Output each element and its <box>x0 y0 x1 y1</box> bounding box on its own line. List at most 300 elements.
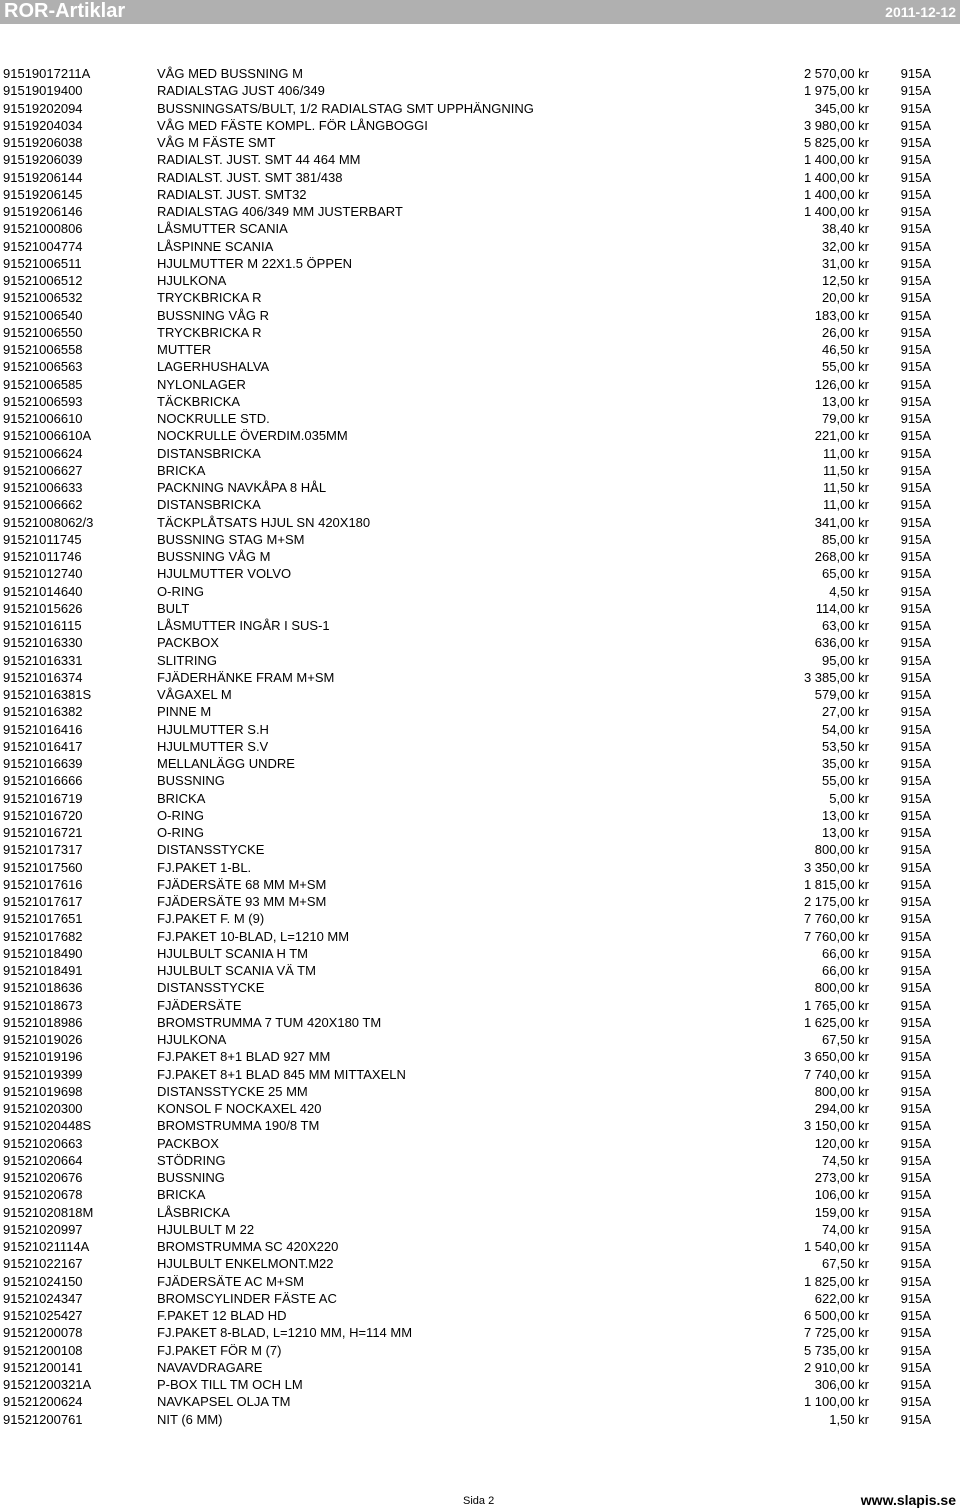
article-group-code: 915A <box>900 876 931 892</box>
article-price: 54,00 kr <box>822 721 869 737</box>
article-description: F.PAKET 12 BLAD HD <box>157 1308 287 1323</box>
article-number: 91521006593 <box>3 393 83 409</box>
article-number: 91519206146 <box>3 204 83 219</box>
article-description: NIT (6 MM) <box>157 1411 223 1427</box>
table-row <box>0 755 960 772</box>
article-price: 1,50 kr <box>829 1411 869 1427</box>
table-row <box>0 1255 960 1272</box>
article-group-code: 915A <box>900 1308 931 1323</box>
article-number: 91521022167 <box>3 1256 83 1272</box>
article-group-code: 915A <box>900 583 931 599</box>
article-group-code: 915A <box>900 807 931 823</box>
article-description: PACKBOX <box>157 635 219 651</box>
article-group-code: 915A <box>900 721 931 737</box>
table-row <box>0 1169 960 1186</box>
article-description: LÅSMUTTER INGÅR I SUS-1 <box>157 618 330 633</box>
article-group-code: 915A <box>900 238 931 254</box>
table-row <box>0 1135 960 1152</box>
article-number: 91521006633 <box>3 480 83 495</box>
article-price: 3 150,00 kr <box>803 1118 869 1134</box>
article-group-code: 915A <box>900 1187 931 1203</box>
article-group-code: 915A <box>900 221 931 237</box>
article-price: 46,50 kr <box>822 342 869 357</box>
article-price: 5,00 kr <box>829 790 869 806</box>
table-row <box>0 1273 960 1290</box>
article-number: 91521016720 <box>3 807 83 823</box>
article-number: 91521016381S <box>3 687 92 702</box>
article-number: 91521006662 <box>3 497 83 513</box>
article-number: 91521024150 <box>3 1273 83 1289</box>
article-number: 91521200108 <box>3 1342 83 1358</box>
table-row <box>0 686 960 703</box>
article-number: 91521006610 <box>3 411 83 426</box>
article-number: 91519206039 <box>3 152 83 168</box>
table-row <box>0 1100 960 1117</box>
article-price: 7 760,00 kr <box>803 911 869 927</box>
article-group-code: 915A <box>900 445 931 461</box>
article-number: 91521019698 <box>3 1083 83 1099</box>
article-price: 6 500,00 kr <box>803 1308 869 1323</box>
table-row <box>0 289 960 306</box>
article-number: 91521016416 <box>3 721 83 737</box>
article-number: 91521011746 <box>3 549 82 564</box>
table-row <box>0 945 960 962</box>
article-price: 268,00 kr <box>814 549 869 564</box>
article-description: TRYCKBRICKA R <box>157 324 262 340</box>
article-number: 91521020676 <box>3 1170 83 1185</box>
table-row <box>0 824 960 841</box>
article-number: 91521018986 <box>3 1014 83 1030</box>
table-row <box>0 186 960 203</box>
table-row <box>0 82 960 99</box>
article-number: 91521016374 <box>3 669 83 685</box>
article-price: 2 910,00 kr <box>803 1359 869 1375</box>
article-number: 91521006558 <box>3 342 83 357</box>
article-number: 91521016666 <box>3 773 83 789</box>
article-price: 67,50 kr <box>822 1256 869 1272</box>
article-price: 11,00 kr <box>822 497 869 513</box>
article-description: LAGERHUSHALVA <box>157 359 270 375</box>
table-row <box>0 565 960 582</box>
article-description: DISTANSBRICKA <box>157 497 261 513</box>
article-description: MELLANLÄGG UNDRE <box>157 756 295 771</box>
article-description: RADIALSTAG JUST 406/349 <box>157 83 325 99</box>
article-number: 91521006624 <box>3 445 83 461</box>
article-group-code: 915A <box>900 480 931 495</box>
article-group-code: 915A <box>900 1049 931 1065</box>
article-number: 91521020448S <box>3 1118 92 1134</box>
article-group-code: 915A <box>900 497 931 513</box>
article-number: 91519206145 <box>3 186 83 202</box>
article-description: BRICKA <box>157 790 206 806</box>
table-row <box>0 669 960 686</box>
article-price: 11,50 kr <box>822 462 869 478</box>
table-row <box>0 393 960 410</box>
article-group-code: 915A <box>900 928 931 944</box>
article-number: 91521200321A <box>3 1377 92 1392</box>
article-group-code: 915A <box>900 1342 931 1358</box>
table-row <box>0 910 960 927</box>
article-group-code: 915A <box>900 307 931 323</box>
article-price: 53,50 kr <box>822 738 869 754</box>
article-number: 91521014640 <box>3 583 83 599</box>
article-group-code: 915A <box>900 790 931 806</box>
table-row <box>0 220 960 237</box>
article-description: DISTANSSTYCKE <box>157 842 265 858</box>
article-group-code: 915A <box>900 462 931 478</box>
table-row <box>0 1066 960 1083</box>
article-group-code: 915A <box>900 100 931 116</box>
article-group-code: 915A <box>900 1290 931 1306</box>
footer-url[interactable]: www.slapis.se <box>860 1492 956 1508</box>
article-group-code: 915A <box>900 600 931 616</box>
article-description: NAVKAPSEL OLJA TM <box>157 1394 291 1410</box>
article-price: 126,00 kr <box>814 376 869 392</box>
article-number: 91521008062/3 <box>3 514 94 530</box>
article-price: 26,00 kr <box>822 324 869 340</box>
article-price: 95,00 kr <box>822 652 869 668</box>
article-group-code: 915A <box>900 1135 931 1151</box>
article-number: 91521019399 <box>3 1066 83 1082</box>
article-number: 91521016115 <box>3 618 82 633</box>
article-description: O-RING <box>157 583 204 599</box>
article-description: NYLONLAGER <box>157 376 246 392</box>
article-description: PACKBOX <box>157 1135 219 1151</box>
table-row <box>0 1117 960 1134</box>
article-price: 66,00 kr <box>822 945 869 961</box>
article-description: DISTANSSTYCKE <box>157 980 265 996</box>
table-row <box>0 928 960 945</box>
article-number: 91521024347 <box>3 1290 83 1306</box>
table-row <box>0 117 960 134</box>
article-price: 5 825,00 kr <box>803 135 869 150</box>
table-row <box>0 583 960 600</box>
article-price: 63,00 kr <box>822 618 869 633</box>
article-description: RADIALST. JUST. SMT32 <box>157 186 307 202</box>
table-row <box>0 652 960 669</box>
article-description: RADIALST. JUST. SMT 381/438 <box>157 169 343 185</box>
article-description: LÅSBRICKA <box>157 1204 230 1220</box>
table-row <box>0 307 960 324</box>
article-description: HJULBULT SCANIA H TM <box>157 945 308 961</box>
article-price: 1 400,00 kr <box>803 169 869 185</box>
article-number: 91521200141 <box>3 1359 83 1375</box>
article-number: 91519019400 <box>3 83 83 99</box>
article-description: HJULKONA <box>157 273 227 288</box>
article-group-code: 915A <box>900 1083 931 1099</box>
article-number: 91521200761 <box>3 1411 83 1427</box>
table-row <box>0 169 960 186</box>
article-description: BULT <box>157 600 190 616</box>
table-row <box>0 790 960 807</box>
article-group-code: 915A <box>900 1170 931 1185</box>
article-number: 91521018636 <box>3 980 83 996</box>
article-group-code: 915A <box>900 135 931 150</box>
article-number: 91521006532 <box>3 290 83 306</box>
article-group-code: 915A <box>900 669 931 685</box>
article-description: FJ.PAKET 10-BLAD, L=1210 MM <box>157 928 350 944</box>
article-price: 11,00 kr <box>822 445 869 461</box>
article-number: 91521020664 <box>3 1152 83 1168</box>
article-group-code: 915A <box>900 1118 931 1134</box>
article-description: VÅG MED FÄSTE KOMPL. FÖR LÅNGBOGGI <box>157 117 428 133</box>
table-row <box>0 841 960 858</box>
article-group-code: 915A <box>900 859 931 875</box>
article-description: SLITRING <box>157 652 217 668</box>
page-number: Sida 2 <box>463 1495 495 1507</box>
article-price: 74,00 kr <box>822 1221 869 1237</box>
article-group-code: 915A <box>900 273 931 288</box>
table-row <box>0 410 960 427</box>
article-group-code: 915A <box>900 411 931 426</box>
article-group-code: 915A <box>900 566 931 582</box>
article-group-code: 915A <box>900 756 931 771</box>
document-title: ROR-Artiklar <box>4 0 126 22</box>
article-number: 91521021114A <box>3 1239 90 1254</box>
table-row <box>0 1031 960 1048</box>
article-price: 12,50 kr <box>822 273 869 288</box>
table-row <box>0 479 960 496</box>
article-price: 636,00 kr <box>814 635 869 651</box>
table-row <box>0 721 960 738</box>
article-group-code: 915A <box>900 376 931 392</box>
table-row <box>0 738 960 755</box>
article-description: FJÄDERSÄTE AC M+SM <box>157 1273 304 1289</box>
article-description: DISTANSBRICKA <box>157 445 261 461</box>
article-group-code: 915A <box>900 342 931 357</box>
article-number: 91521018491 <box>3 963 83 978</box>
article-description: BROMSCYLINDER FÄSTE AC <box>157 1290 337 1306</box>
article-number: 91521020818M <box>3 1204 94 1220</box>
article-group-code: 915A <box>900 1359 931 1375</box>
article-price: 3 980,00 kr <box>803 117 869 133</box>
article-number: 91521006627 <box>3 462 83 478</box>
article-description: FJÄDERSÄTE <box>157 997 242 1013</box>
table-row <box>0 358 960 375</box>
article-description: O-RING <box>157 807 204 823</box>
article-description: DISTANSSTYCKE 25 MM <box>157 1083 308 1099</box>
table-row <box>0 1307 960 1324</box>
article-group-code: 915A <box>900 1325 931 1341</box>
article-group-code: 915A <box>900 687 931 702</box>
article-description: BROMSTRUMMA 7 TUM 420X180 TM <box>157 1014 382 1030</box>
article-group-code: 915A <box>900 290 931 306</box>
table-row <box>0 1083 960 1100</box>
article-number: 91521016417 <box>3 738 83 754</box>
article-group-code: 915A <box>900 894 931 909</box>
article-group-code: 915A <box>900 1394 931 1410</box>
table-row <box>0 427 960 444</box>
article-group-code: 915A <box>900 152 931 168</box>
table-row <box>0 341 960 358</box>
article-number: 91519206038 <box>3 135 83 150</box>
article-price: 3 650,00 kr <box>803 1049 869 1065</box>
table-row <box>0 600 960 617</box>
article-price: 13,00 kr <box>822 825 869 840</box>
article-number: 91521017651 <box>3 911 83 927</box>
article-number: 91521016721 <box>3 825 83 840</box>
article-group-code: 915A <box>900 549 931 564</box>
article-price: 1 815,00 kr <box>803 876 869 892</box>
article-description: BUSSNING <box>157 1170 225 1185</box>
article-price: 183,00 kr <box>814 307 869 323</box>
article-group-code: 915A <box>900 324 931 340</box>
article-price: 55,00 kr <box>822 359 869 375</box>
article-group-code: 915A <box>900 1066 931 1082</box>
article-price: 1 400,00 kr <box>803 204 869 219</box>
article-price: 1 825,00 kr <box>803 1273 869 1289</box>
article-description: HJULBULT SCANIA VÄ TM <box>157 963 316 978</box>
article-number: 91521017317 <box>3 842 83 858</box>
table-row <box>0 514 960 531</box>
article-description: BRICKA <box>157 1187 206 1203</box>
table-row <box>0 1376 960 1393</box>
article-description: FJ.PAKET 8-BLAD, L=1210 MM, H=114 MM <box>157 1325 413 1341</box>
article-group-code: 915A <box>900 825 931 840</box>
table-row <box>0 376 960 393</box>
table-row <box>0 772 960 789</box>
table-row <box>0 238 960 255</box>
article-price: 1 765,00 kr <box>803 997 869 1013</box>
article-number: 91521006512 <box>3 273 83 288</box>
article-price: 32,00 kr <box>822 238 869 254</box>
article-group-code: 915A <box>900 514 931 530</box>
article-price: 7 760,00 kr <box>803 928 869 944</box>
article-number: 91521020300 <box>3 1101 83 1116</box>
article-group-code: 915A <box>900 255 931 271</box>
article-number: 91521004774 <box>3 238 83 254</box>
article-number: 91521006563 <box>3 359 83 375</box>
article-description: BUSSNING VÅG R <box>157 307 269 323</box>
article-number: 91521006585 <box>3 376 83 392</box>
table-row <box>0 1290 960 1307</box>
page-header <box>0 0 960 24</box>
article-number: 91521020678 <box>3 1187 83 1203</box>
article-description: HJULKONA <box>157 1032 227 1047</box>
article-price: 622,00 kr <box>814 1290 869 1306</box>
article-description: LÅSPINNE SCANIA <box>157 238 274 254</box>
table-row <box>0 462 960 479</box>
article-number: 91521011745 <box>3 531 82 547</box>
article-group-code: 915A <box>900 428 931 444</box>
article-description: BUSSNING STAG M+SM <box>157 531 305 547</box>
table-row <box>0 1342 960 1359</box>
article-number: 91521016639 <box>3 756 83 771</box>
article-price: 67,50 kr <box>822 1032 869 1047</box>
article-price: 2 570,00 kr <box>803 66 869 81</box>
table-row <box>0 617 960 634</box>
article-group-code: 915A <box>900 1377 931 1392</box>
table-row <box>0 1411 960 1428</box>
article-price: 306,00 kr <box>814 1377 869 1392</box>
table-row <box>0 1221 960 1238</box>
table-row <box>0 548 960 565</box>
article-description: PINNE M <box>157 704 212 720</box>
article-price: 7 725,00 kr <box>803 1325 869 1341</box>
article-description: FJÄDERSÄTE 68 MM M+SM <box>157 876 327 892</box>
article-description: VÅG MED BUSSNING M <box>157 66 303 81</box>
table-row <box>0 876 960 893</box>
article-group-code: 915A <box>900 169 931 185</box>
table-row <box>0 1186 960 1203</box>
article-number: 91521006511 <box>3 255 82 271</box>
table-row <box>0 151 960 168</box>
table-row <box>0 445 960 462</box>
table-row <box>0 893 960 910</box>
article-group-code: 915A <box>900 1014 931 1030</box>
article-price: 11,50 kr <box>822 480 869 495</box>
table-row <box>0 203 960 220</box>
article-group-code: 915A <box>900 83 931 99</box>
article-group-code: 915A <box>900 945 931 961</box>
article-description: O-RING <box>157 825 204 840</box>
article-number: 91521019026 <box>3 1032 83 1047</box>
article-description: VÅGAXEL M <box>157 687 232 702</box>
article-description: PACKNING NAVKÅPA 8 HÅL <box>157 480 327 495</box>
article-description: BRICKA <box>157 462 206 478</box>
table-row <box>0 979 960 996</box>
article-price: 65,00 kr <box>822 566 869 582</box>
table-row <box>0 1014 960 1031</box>
article-group-code: 915A <box>900 1221 931 1237</box>
article-description: HJULMUTTER S.V <box>157 738 269 754</box>
table-row <box>0 255 960 272</box>
article-description: HJULBULT M 22 <box>157 1221 255 1237</box>
article-group-code: 915A <box>900 1239 931 1254</box>
article-number: 91521015626 <box>3 600 83 616</box>
article-price: 13,00 kr <box>822 393 869 409</box>
article-description: HJULBULT ENKELMONT.M22 <box>157 1256 334 1272</box>
article-price: 7 740,00 kr <box>803 1066 869 1082</box>
article-number: 91521016331 <box>3 652 83 668</box>
table-row <box>0 997 960 1014</box>
article-description: HJULMUTTER M 22X1.5 ÖPPEN <box>157 255 353 271</box>
article-description: BUSSNING <box>157 773 225 789</box>
article-number: 91521017682 <box>3 928 83 944</box>
article-price: 1 400,00 kr <box>803 152 869 168</box>
article-number: 91521019196 <box>3 1049 83 1065</box>
article-group-code: 915A <box>900 980 931 996</box>
article-price: 1 975,00 kr <box>803 83 869 99</box>
article-price: 1 625,00 kr <box>803 1014 869 1030</box>
article-description: FJ.PAKET 8+1 BLAD 845 MM MITTAXELN <box>157 1066 406 1082</box>
article-number: 91521017617 <box>3 894 83 909</box>
article-description: BROMSTRUMMA SC 420X220 <box>157 1239 339 1254</box>
article-number: 91521025427 <box>3 1308 83 1323</box>
article-group-code: 915A <box>900 1273 931 1289</box>
table-row <box>0 100 960 117</box>
document-date: 2011-12-12 <box>885 4 956 20</box>
article-number: 91521006540 <box>3 307 83 323</box>
article-price: 341,00 kr <box>814 514 869 530</box>
table-row <box>0 324 960 341</box>
article-price: 114,00 kr <box>815 600 869 616</box>
table-row <box>0 1324 960 1341</box>
table-row <box>0 1238 960 1255</box>
article-group-code: 915A <box>900 652 931 668</box>
table-row <box>0 134 960 151</box>
article-number: 91521017616 <box>3 876 83 892</box>
article-price: 20,00 kr <box>822 290 869 306</box>
article-price: 159,00 kr <box>814 1204 869 1220</box>
article-price: 3 385,00 kr <box>803 669 869 685</box>
article-number: 91521016719 <box>3 790 83 806</box>
article-number: 91521018490 <box>3 945 83 961</box>
article-description: P-BOX TILL TM OCH LM <box>157 1377 303 1392</box>
article-price: 55,00 kr <box>822 773 869 789</box>
article-description: HJULMUTTER VOLVO <box>157 566 292 582</box>
article-description: NOCKRULLE STD. <box>157 411 270 426</box>
